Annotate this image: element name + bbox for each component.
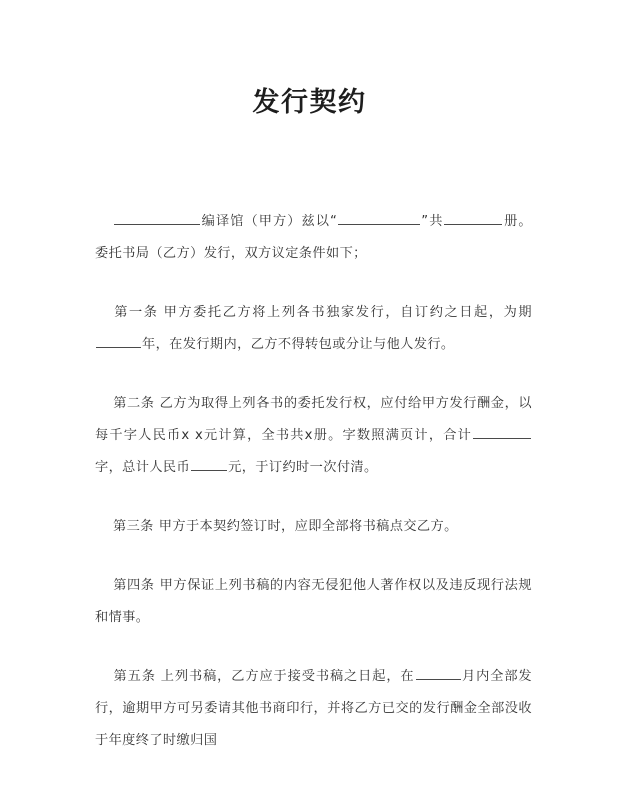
blank-book-title[interactable]	[338, 209, 420, 225]
article-label-3: 第三条	[113, 519, 154, 534]
blank-institution-name[interactable]	[114, 209, 200, 225]
blank-months[interactable]	[416, 664, 461, 680]
article-2-text-mid: 字，总计人民币	[95, 460, 191, 475]
blank-volume-count[interactable]	[444, 209, 502, 225]
article-1-text-before: 甲方委托乙方将上列各书独家发行，自订约之日起，为期	[163, 305, 533, 320]
article-label-4: 第四条	[113, 578, 155, 593]
page-title: 发行契约	[252, 87, 367, 119]
paragraph-article-4	[95, 570, 532, 634]
article-2-text-after: 元，于订约时一次付清。	[228, 460, 378, 475]
article-1-text-after: 年，在发行期内，乙方不得转包或分让与他人发行。	[142, 337, 455, 352]
preamble-text-3: 册。委托书局（乙方）发行，双方议定条件如下；	[95, 214, 532, 261]
document-body	[95, 206, 532, 757]
paragraph-article-3	[95, 511, 532, 543]
preamble-text-1: 编译馆（甲方）兹以“	[201, 214, 338, 229]
article-3-text: 甲方于本契约签订时，应即全部将书稿点交乙方。	[158, 519, 458, 534]
article-label-1: 第一条	[113, 305, 159, 320]
preamble-text-2: ”共	[421, 214, 444, 229]
paragraph-article-1	[95, 297, 532, 361]
article-5-text-after: 月内全部发行，逾期甲方可另委请其他书商印行，并将乙方已交的发行酬金全部没收于年度终了时缴归国	[95, 669, 533, 748]
paragraph-article-5	[95, 661, 532, 757]
paragraph-article-2	[95, 388, 532, 484]
blank-total-amount[interactable]	[191, 455, 227, 471]
blank-word-count[interactable]	[473, 423, 531, 439]
blank-term-years[interactable]	[96, 332, 141, 348]
paragraph-preamble	[95, 206, 532, 270]
article-label-5: 第五条	[113, 669, 156, 684]
article-2-text-before: 乙方为取得上列各书的委托发行权，应付给甲方发行酬金，以每千字人民币x x元计算，全书共x册。字数照满页计，合计	[95, 396, 532, 443]
article-5-text-before: 上列书稿，乙方应于接受书稿之日起，在	[160, 669, 415, 684]
article-4-text: 甲方保证上列书稿的内容无侵犯他人著作权以及违反现行法规和情事。	[95, 578, 532, 625]
article-label-2: 第二条	[113, 396, 155, 411]
